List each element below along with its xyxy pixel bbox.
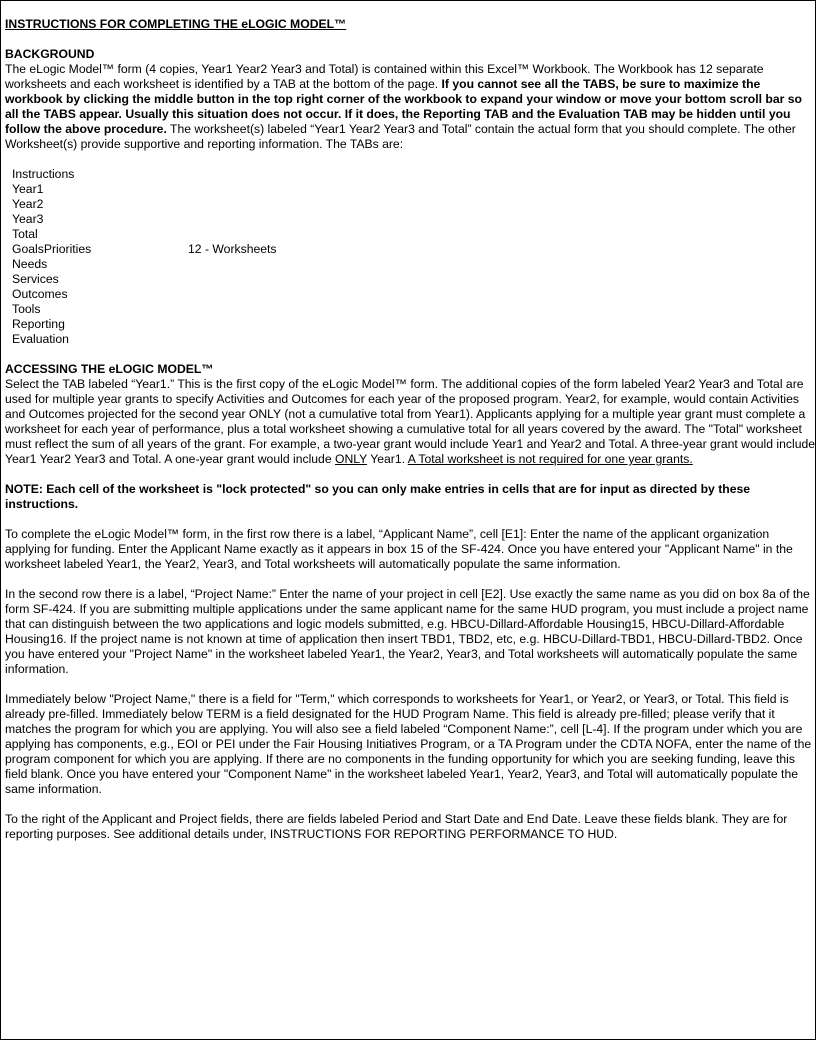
background-text-segment: If you cannot see all the TABS, be sure to maximize the workbook by clicking the middle button in the top right corner of the workbook to expand your window or move your bottom scroll bar so all the TABS appear. Usually this situation does not occur. If it does, the Reporting TAB and the Evaluation TAB may be hidden until you follow the above procedure. <box>5 77 802 136</box>
background-paragraph <box>5 62 817 152</box>
accessing-text-segment: Year1. <box>367 452 408 466</box>
tab-list-item: Evaluation <box>12 332 69 346</box>
accessing-text-segment: ONLY <box>335 452 368 466</box>
tab-list-item: GoalsPriorities <box>12 242 92 256</box>
document-title: INSTRUCTIONS FOR COMPLETING THE eLOGIC MODEL™ <box>5 17 347 31</box>
term-component-paragraph: Immediately below "Project Name," there is a field for "Term," which corresponds to worksheets for Year1, or Year2, or Year3, or Total. This field is already pre-filled. Immediately below TERM is a field designated for the HUD Program Name. This field is already pre-filled; please verify that it matches the program for which you are applying. You will also see a field labeled “Component Name:”, cell [L-4]. If the program under which you are applying has components, e.g., EOI or PEI under the Fair Housing Initiatives Program, or a TA Program under the CDTA NOFA, enter the name of the program component for which you are applying. If there are no components in the funding opportunity for which you are seeking funding, leave this field blank. Once you have entered your "Component Name" in the worksheet labeled Year1, Year2, Year3, and Total will automatically populate the same information. <box>5 692 812 796</box>
tab-list-item: Needs <box>12 257 48 271</box>
note-paragraph: NOTE: Each cell of the worksheet is "lock protected" so you can only make entries in cells that are for input as directed by these instructions. <box>5 482 751 511</box>
tab-list-item: Tools <box>12 302 41 316</box>
accessing-text-segment: A Total worksheet is not required for one year grants. <box>407 452 693 466</box>
tab-list-item: Outcomes <box>12 287 68 301</box>
tab-list-item: Year2 <box>12 197 44 211</box>
accessing-paragraph <box>5 377 817 467</box>
tab-list-item: Services <box>12 272 59 286</box>
document-body <box>5 17 817 857</box>
period-dates-paragraph: To the right of the Applicant and Project fields, there are fields labeled Period and Start Date and End Date. Leave these fields blank. They are for reporting purposes. See additional details under, INSTRUCTIONS FOR REPORTING PERFORMANCE TO HUD. <box>5 812 788 841</box>
tab-list <box>12 167 817 347</box>
tab-list-item: Reporting <box>12 317 65 331</box>
background-text-segment: The worksheet(s) labeled “Year1 Year2 Year3 and Total” contain the actual form that you should complete. The other Worksheet(s) provide supportive and reporting information. The TABs are: <box>5 122 796 151</box>
tab-list-item: Instructions <box>12 167 75 181</box>
worksheets-count: 12 - Worksheets <box>188 242 277 256</box>
tab-list-item: Year1 <box>12 182 44 196</box>
project-name-paragraph: In the second row there is a label, “Project Name:” Enter the name of your project in cell [E2]. Use exactly the same name as you did on box 8a of the form SF-424. If you are submitting multiple applications under the same applicant name for the same HUD program, you must include a project name that can distinguish between the two applications and logic models submitted, e.g. HBCU-Dillard-Affordable Housing15, HBCU-Dillard-Affordable Housing16. If the project name is not known at time of application then insert TBD1, TBD2, etc, e.g. HBCU-Dillard-TBD1, HBCU-Dillard-TBD2. Once you have entered your "Project Name" in the worksheet labeled Year1, the Year2, Year3, and Total worksheets will automatically populate the same information. <box>5 587 810 676</box>
background-text-segment: The eLogic Model™ form (4 copies, Year1 Year2 Year3 and Total) is contained within this Excel™ Workbook. The Workbook has 12 separate worksheets and each worksheet is identified by a TAB at the bottom of the page. <box>5 62 764 91</box>
applicant-name-paragraph: To complete the eLogic Model™ form, in the first row there is a label, “Applicant Name”, cell [E1]: Enter the name of the applicant organization applying for funding. Enter the Applicant Name exactly as it appears in box 15 of the SF-424. Once you have entered your "Applicant Name" in the worksheet labeled Year1, the Year2, Year3, and Total worksheets will automatically populate the same information. <box>5 527 793 571</box>
tab-list-item: Total <box>12 227 38 241</box>
accessing-text-segment: Select the TAB labeled “Year1.” This is the first copy of the eLogic Model™ form. The additional copies of the form labeled Year2 Year3 and Total are used for multiple year grants to specify Activities and Outcomes for each year of the proposed program. Year2, for example, would contain Activities and Outcomes projected for the second year ONLY (not a cumulative total from Year1). Applicants applying for a multiple year grant must complete a worksheet for each year of performance, plus a total worksheet showing a cumulative total for all years covered by the award. The "Total" worksheet must reflect the sum of all years of the grant. For example, a two-year grant would include Year1 and Year2 and Total. A three-year grant would include Year1 Year2 Year3 and Total. A one-year grant would include <box>5 377 816 466</box>
accessing-heading: ACCESSING THE eLOGIC MODEL™ <box>5 362 214 376</box>
background-heading: BACKGROUND <box>5 47 95 61</box>
tab-list-item: Year3 <box>12 212 44 226</box>
